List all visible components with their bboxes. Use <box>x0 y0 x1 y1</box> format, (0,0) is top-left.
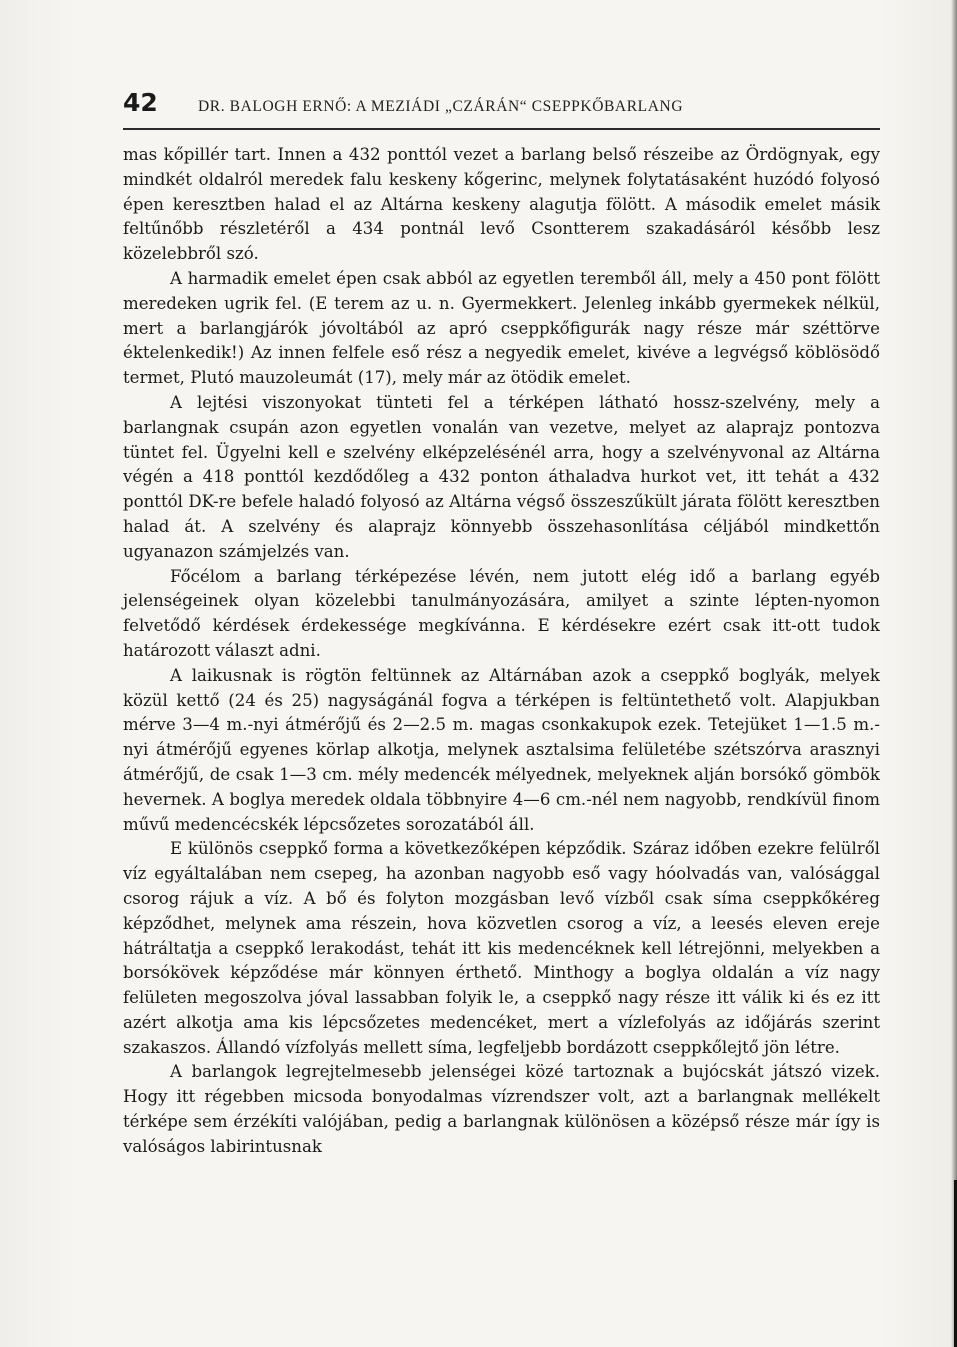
paragraph-2: A harmadik emelet épen csak abból az egyetlen teremből áll, mely a 450 pont fölött meredeken ugrik fel. (E terem az u. n. Gyermekkert. Jelenleg inkább gyermekek nélkül, mert a barlangjárók jóvoltából az apró cseppkőfigurák nagy része már széttörve éktelenkedik!) Az innen felfele eső rész a negyedik emelet, kivéve a legvégső köblösödő termet, Plutó mauzoleumát (17), mely már az ötödik emelet. <box>123 268 880 388</box>
paragraph-7: A barlangok legrejtelmesebb jelenségei közé tartoznak a bujócskát játszó vizek. Hogy itt régebben micsoda bonyodalmas vízrendszer volt, azt a barlangnak mellékelt térképe sem érzékíti valójában, pedig a barlangnak különösen a középső része már így is valóságos labirintusnak <box>123 1062 880 1156</box>
scan-edge-shadow <box>951 0 957 1347</box>
paragraph-1: mas kőpillér tart. Innen a 432 ponttól vezet a barlang belső részeibe az Ördögnyak, egy mindkét oldalról meredek falu keskeny kőgerinc, melynek folytatásaként huzódó folyosó épen keresztben halad el az Altárna keskeny alagutja fölött. A második emelet másik feltűnőbb részletéről a 434 pontnál levő Csontterem szakadásáról később lesz közelebbről szó. <box>123 145 880 264</box>
paragraph-4: Főcélom a barlang térképezése lévén, nem jutott elég idő a barlang egyéb jelenségeinek olyan közelebbi tanulmányozására, amilyet a szinte lépten-nyomon felvetődő kérdések érdekessége megkívánna. E kérdésekre ezért csak itt-ott tudok határozott választ adni. <box>123 566 880 660</box>
page-header <box>123 88 883 120</box>
paragraph-5: A laikusnak is rögtön feltünnek az Altárnában azok a cseppkő boglyák, melyek közül kettő (24 és 25) nagyságánál fogva a térképen is feltüntethető volt. Alapjukban mérve 3—4 m.-nyi átmérőjű és 2—2.5 m. magas csonkakupok ezek. Tetejüket 1—1.5 m.-nyi átmérőjű egyenes körlap alkotja, melynek asztalsima felületébe szétszórva arasznyi átmérőjű, de csak 1—3 cm. mély medencék mélyednek, melyeknek alján borsókő gömbök hevernek. A boglya meredek oldala többnyire 4—6 cm.-nél nem nagyobb, rendkívül finom művű medencécskék lépcsőzetes sorozatából áll. <box>123 665 880 834</box>
body-text <box>123 143 880 1160</box>
page-number: 42 <box>123 88 158 117</box>
paragraph-6: E különös cseppkő forma a következőképen képződik. Száraz időben ezekre felülről víz egyáltalában nem csepeg, ha azonban nagyobb eső vagy hóolvadás van, valósággal csorog rájuk a víz. A bő és folyton mozgásban levő vízből csak síma cseppkőkéreg képződhet, melynek ama részein, hova közvetlen csorog a víz, a leesés eleven ereje hátráltatja a cseppkő lerakodást, tehát itt kis medencéknek kell létrejönni, melyekben a borsókövek képződése már könnyen érthető. Minthogy a boglya oldalán a víz nagy felületen megoszolva jóval lassabban folyik le, a cseppkő nagy része itt válik ki és ez itt azért alkotja ama kis lépcsőzetes medencéket, mert a vízlefolyás az időjárás szerint szakaszos. Állandó vízfolyás mellett síma, legfeljebb bordázott cseppkőlejtő jön létre. <box>123 839 880 1057</box>
paragraph-3: A lejtési viszonyokat tünteti fel a térképen látható hossz-szelvény, mely a barlangnak csupán azon egyetlen vonalán van vezetve, melyet az alaprajz pontozva tüntet fel. Ügyelni kell e szelvény elképzelésénél arra, hogy a szelvényvonal az Altárna végén a 418 ponttól kezdődőleg a 432 ponton áthaladva hurkot vet, itt tehát a 432 ponttól DK-re befele haladó folyosó az Altárna végső összeszűkült járata fölött keresztben halad át. A szelvény és alaprajz könnyebb összehasonlítása céljából mindkettőn ugyanazon számjelzés van. <box>123 392 880 561</box>
header-rule <box>123 128 880 130</box>
running-head: DR. BALOGH ERNŐ: A MEZIÁDI „CZÁRÁN“ CSEPPKŐBARLANG <box>198 98 684 115</box>
